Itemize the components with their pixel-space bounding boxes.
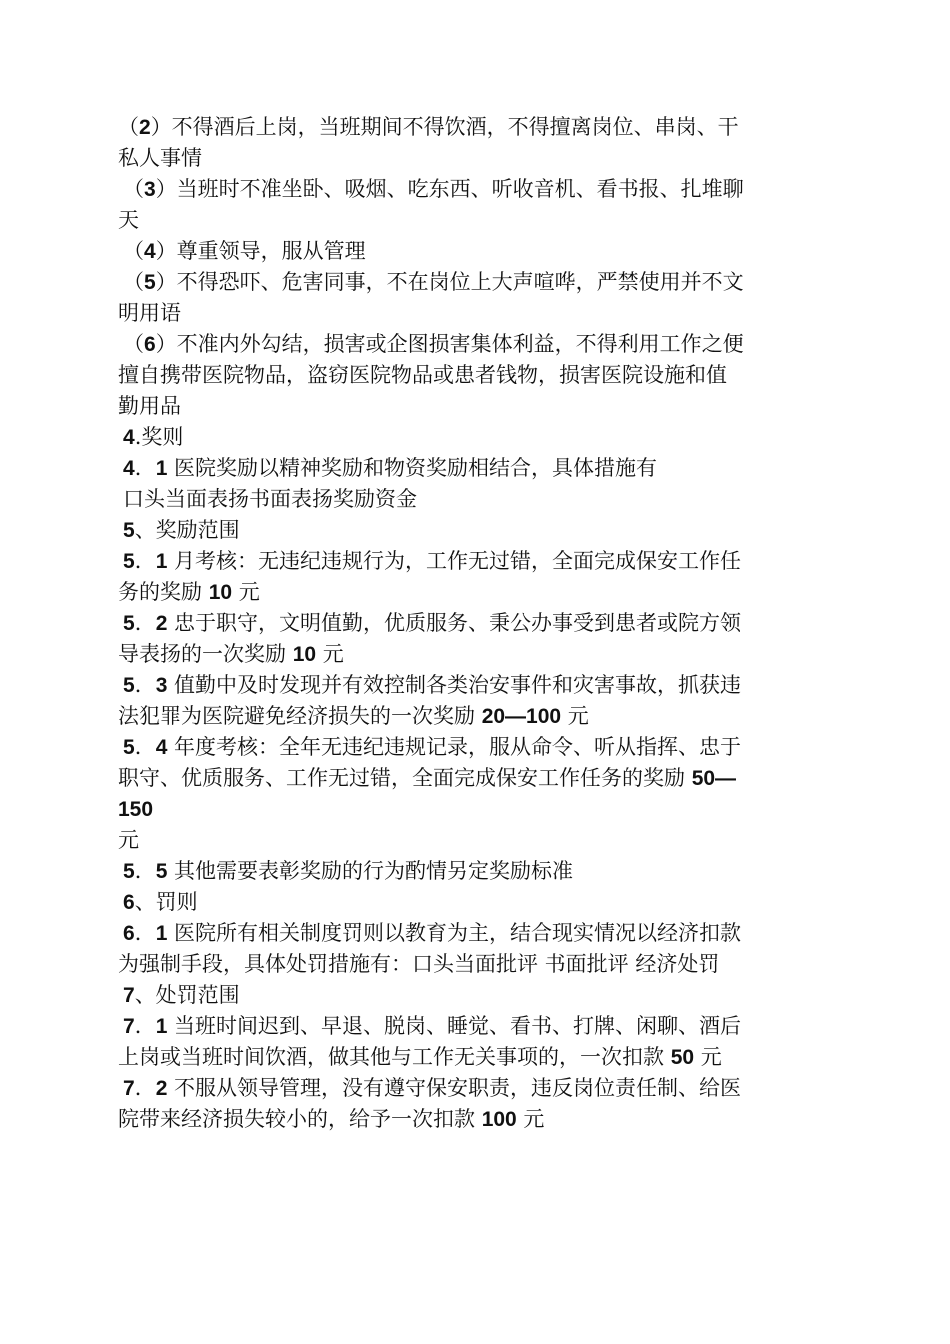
number-run: 4	[155, 736, 168, 759]
text-run: 、处罚范围	[134, 983, 240, 1007]
text-run: （	[118, 115, 139, 139]
text-run: 天	[118, 208, 139, 232]
text-line	[118, 794, 838, 825]
text-run: 明用语	[118, 301, 181, 325]
text-run: 医院奖励以精神奖励和物资奖励相结合，具体措施有	[167, 456, 658, 480]
number-run: 4	[123, 457, 135, 480]
text-line	[118, 422, 838, 453]
number-run: 100	[481, 1108, 517, 1131]
text-line	[118, 577, 838, 608]
text-run: 、罚则	[134, 890, 198, 914]
number-run: 7	[123, 1015, 135, 1038]
number-run: 2	[155, 612, 168, 635]
number-run: 1	[155, 922, 168, 945]
text-run: 私人事情	[118, 146, 202, 170]
text-run: 院带来经济损失较小的，给予一次扣款	[118, 1107, 482, 1131]
text-run: 元	[561, 704, 589, 728]
text-line	[118, 205, 838, 236]
text-run: （	[123, 177, 144, 201]
text-run: ）不准内外勾结，损害或企图损害集体利益，不得利用工作之便	[155, 332, 744, 356]
text-run: 元	[516, 1107, 545, 1131]
text-run: 其他需要表彰奖励的行为酌情另定奖励标准	[167, 859, 574, 883]
text-line	[118, 546, 838, 577]
text-line	[118, 484, 838, 515]
text-run: ）当班时不准坐卧、吸烟、吃东西、听收音机、看书报、扎堆聊	[155, 177, 744, 201]
number-run: 1	[155, 550, 168, 573]
number-run: 1	[155, 457, 168, 480]
text-run: 导表扬的一次奖励	[118, 642, 293, 666]
text-run: ．	[134, 921, 156, 945]
text-line	[118, 1011, 838, 1042]
number-run: 5	[123, 736, 135, 759]
text-line	[118, 701, 838, 732]
text-run: 元	[118, 828, 139, 852]
text-line	[118, 949, 838, 980]
text-line	[118, 298, 838, 329]
text-line	[118, 329, 838, 360]
document-body	[118, 112, 838, 1135]
number-run: 5	[123, 550, 135, 573]
text-run: ）尊重领导，服从管理	[155, 239, 366, 263]
text-run: 口头当面表扬书面表扬奖励资金	[123, 487, 417, 511]
text-run: 元	[316, 642, 344, 666]
text-line	[118, 174, 838, 205]
text-line	[118, 112, 838, 143]
text-line	[118, 608, 838, 639]
text-run: （	[123, 270, 144, 294]
text-run: ．	[134, 735, 156, 759]
text-line	[118, 918, 838, 949]
text-line	[118, 1042, 838, 1073]
number-run: 5	[155, 860, 168, 883]
text-line	[118, 143, 838, 174]
number-run: 6	[123, 922, 135, 945]
text-line	[118, 639, 838, 670]
text-run: ．	[134, 611, 156, 635]
number-run: 4	[144, 240, 156, 263]
text-line	[118, 267, 838, 298]
text-line	[118, 732, 838, 763]
text-line	[118, 391, 838, 422]
text-run: （	[123, 239, 144, 263]
text-run: （	[123, 332, 144, 356]
text-run: 擅自携带医院物品，盗窃医院物品或患者钱物，损害医院设施和值	[118, 363, 727, 387]
number-run: 7	[123, 1077, 135, 1100]
text-run: 元	[232, 580, 260, 604]
number-run: 6	[144, 333, 156, 356]
number-run: 5	[123, 519, 135, 542]
number-run: 50—	[691, 767, 737, 790]
text-run: ．	[134, 1014, 156, 1038]
number-run: 7	[123, 984, 135, 1007]
text-run: 勤用品	[118, 394, 181, 418]
number-run: 5	[144, 271, 156, 294]
number-run: 2	[155, 1077, 168, 1100]
number-run: 4	[123, 426, 135, 449]
text-line	[118, 360, 838, 391]
number-run: 5	[123, 860, 135, 883]
text-run: ）不得酒后上岗，当班期间不得饮酒，不得擅离岗位、串岗、干	[150, 115, 739, 139]
number-run: 3	[155, 674, 168, 697]
text-line	[118, 1104, 838, 1135]
text-line	[118, 980, 838, 1011]
number-run: 10	[292, 643, 317, 666]
text-run: 月考核：无违纪违规行为，工作无过错，全面完成保安工作任	[167, 549, 742, 573]
text-run: 医院所有相关制度罚则以教育为主，结合现实情况以经济扣款	[167, 921, 742, 945]
text-run: 务的奖励	[118, 580, 209, 604]
text-run: 上岗或当班时间饮酒，做其他与工作无关事项的，一次扣款	[118, 1045, 671, 1069]
text-run: ）不得恐吓、危害同事，不在岗位上大声喧哗，严禁使用并不文	[155, 270, 744, 294]
text-run: 当班时间迟到、早退、脱岗、睡觉、看书、打牌、闲聊、酒后	[167, 1014, 742, 1038]
text-run: 不服从领导管理，没有遵守保安职责，违反岗位责任制、给医	[167, 1076, 742, 1100]
text-run: ．	[134, 456, 156, 480]
number-run: 150	[118, 798, 154, 821]
text-line	[118, 236, 838, 267]
text-line	[118, 515, 838, 546]
text-run: ．	[134, 1076, 156, 1100]
text-run: ．	[134, 673, 156, 697]
number-run: 1	[155, 1015, 168, 1038]
number-run: 6	[123, 891, 135, 914]
text-line	[118, 887, 838, 918]
text-line	[118, 856, 838, 887]
text-run: 年度考核：全年无违纪违规记录，服从命令、听从指挥、忠于	[167, 735, 742, 759]
text-line	[118, 825, 838, 856]
text-line	[118, 670, 838, 701]
number-run: 5	[123, 674, 135, 697]
number-run: 2	[139, 116, 151, 139]
text-line	[118, 453, 838, 484]
text-run: 为强制手段，具体处罚措施有：口头当面批评 书面批评 经济处罚	[118, 952, 720, 976]
number-run: 3	[144, 178, 156, 201]
text-run: 忠于职守，文明值勤，优质服务、秉公办事受到患者或院方领	[167, 611, 742, 635]
text-run: .奖则	[134, 425, 184, 449]
number-run: 10	[208, 581, 233, 604]
text-line	[118, 763, 838, 794]
text-run: 元	[694, 1045, 722, 1069]
text-run: 法犯罪为医院避免经济损失的一次奖励	[118, 704, 482, 728]
number-run: 50	[670, 1046, 695, 1069]
text-run: 值勤中及时发现并有效控制各类治安事件和灾害事故，抓获违	[167, 673, 742, 697]
number-run: 20—100	[481, 705, 562, 728]
number-run: 5	[123, 612, 135, 635]
text-run: 、奖励范围	[134, 518, 240, 542]
text-run: 职守、优质服务、工作无过错，全面完成保安工作任务的奖励	[118, 766, 692, 790]
text-run: ．	[134, 549, 156, 573]
text-line	[118, 1073, 838, 1104]
text-run: ．	[134, 859, 156, 883]
